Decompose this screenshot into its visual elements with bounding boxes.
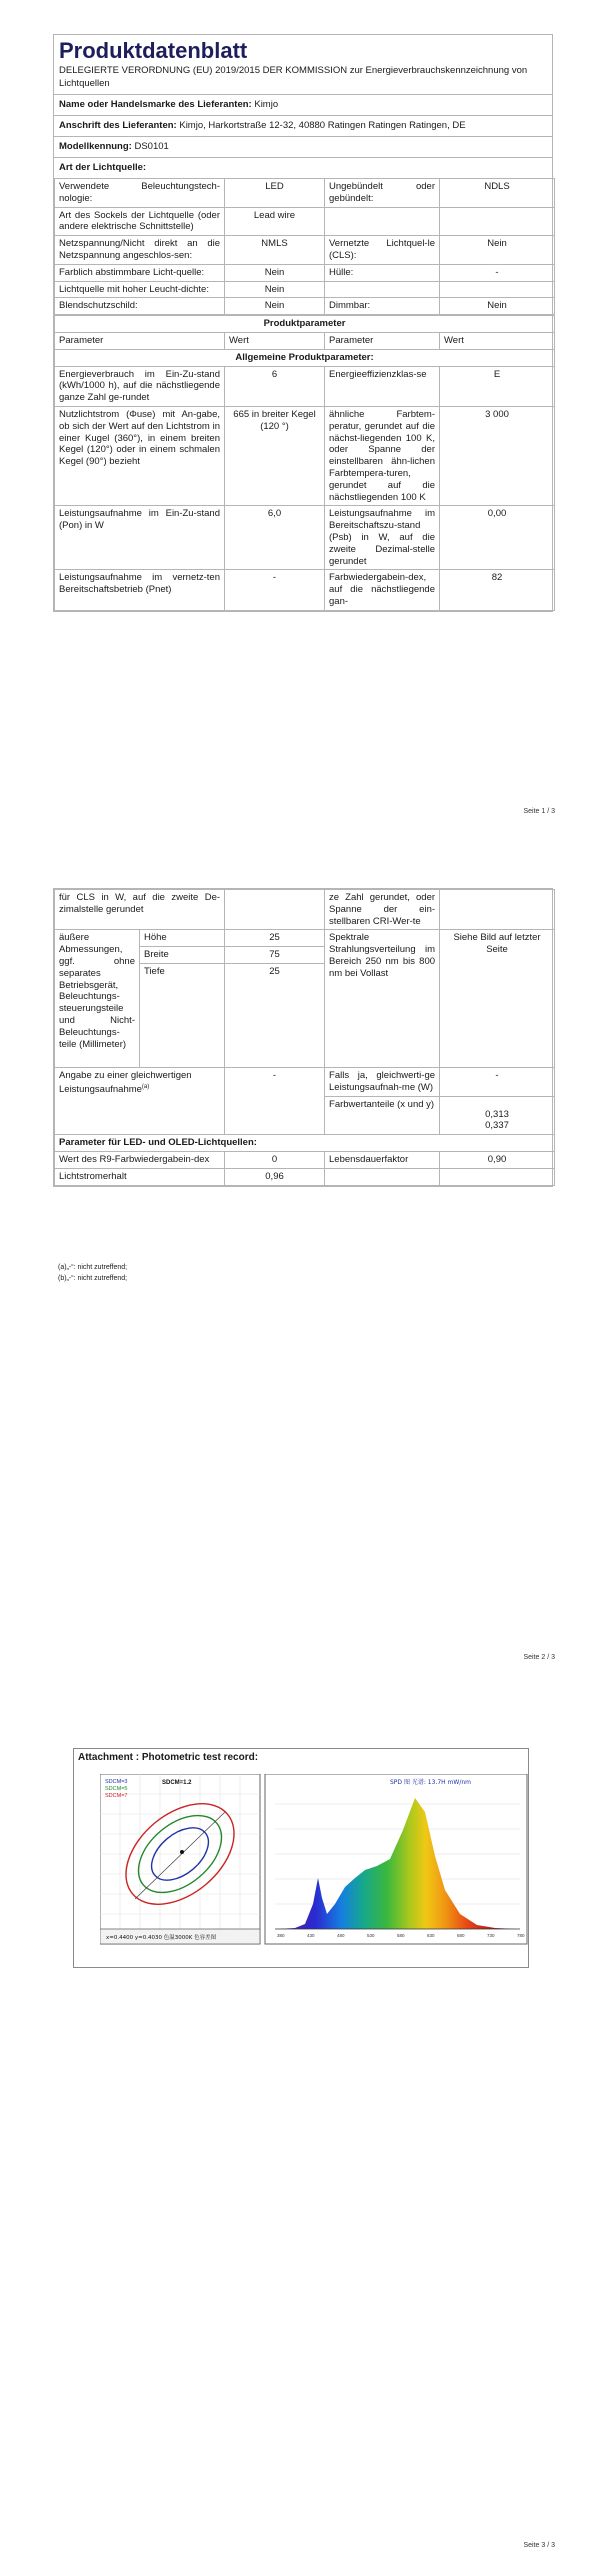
lightsource-label-1: Netzspannung/Nicht direkt an die Netzspannung angeschlos-sen: [55,236,225,265]
spd-x-tick: 780 [517,1933,525,1938]
legend-sdcm3: SDCM=3 [105,1779,128,1785]
lightsource-value-1: NMLS [225,236,325,265]
model-row [54,136,552,157]
spd-x-tick: 430 [307,1933,315,1938]
datasheet-frame-1 [53,34,553,612]
parameter-table-continued [54,889,555,1186]
col-header-param-1: Parameter [55,332,225,349]
lightsource-value-2: Nein [440,236,555,265]
attachment-title: Attachment : Photometric test record: [78,1752,259,1763]
parameter-table [54,315,555,611]
lightsource-value-1: LED [225,179,325,208]
lightsource-type-row [54,157,552,178]
params-section-title: Produktparameter [55,316,555,333]
model-label: Modellkennung: [59,141,132,152]
lightsource-label-1: Art des Sockels der Lichtquelle (oder andere elektrische Schnittstelle) [55,207,225,236]
spd-x-tick: 480 [337,1933,345,1938]
standby-net-label-part1: Leistungsaufnahme im vernetz-ten Bereitschaftsbetrieb (Pnet) [55,570,225,610]
dim-depth-value: 25 [225,963,325,1067]
led-params-title: Parameter für LED- und OLED-Lichtquellen: [55,1135,555,1152]
supplier-name-label: Name oder Handelsmarke des Lieferanten: [59,99,252,110]
footnote-a: (a)„-“: nicht zutreffend; [58,1264,128,1271]
lightsource-row [55,236,555,265]
lightsource-label-2 [325,207,440,236]
equiv-power-label-cell: Angabe zu einer gleichwertigen Leistungsaufnahme$^{(a)}$ [55,1067,225,1134]
general-value-1: 665 in breiter Kegel (120 °) [225,406,325,505]
page-title: Produktdatenblatt [59,38,248,63]
chromaticity-x: 0,313 [485,1108,509,1120]
legend-sdcm7: SDCM=7 [105,1793,128,1799]
general-value-1: 6,0 [225,506,325,570]
sdcm-ellipse-chart [100,1774,260,1944]
dim-height-value: 25 [225,930,325,947]
supplier-address-row [54,115,552,136]
spd-x-tick: 630 [427,1933,435,1938]
legend-sdcm5: SDCM=5 [105,1786,128,1792]
equiv-power-label: Angabe zu einer gleichwertigen Leistungsaufnahme [59,1069,192,1095]
lightsource-table [54,178,555,315]
general-label-1: Nutzlichtstrom (Φuse) mit An-gabe, ob sich der Wert auf den Lichtstrom in einer Kugel (360°), in einem breiten Kegel (120°) oder in einem schmalen Kegel (90°) bezieht [55,406,225,505]
lightsource-value-2: NDLS [440,179,555,208]
general-value-2: 3 000 [440,406,555,505]
page-number-2: Seite 2 / 3 [523,1654,555,1661]
cri-value: 82 [440,570,555,610]
col-header-value-1: Wert [225,332,325,349]
lightsource-value-2 [440,281,555,298]
lightsource-label-2: Ungebündelt oder gebündelt: [325,179,440,208]
general-value-2: E [440,366,555,406]
spd-x-tick: 580 [397,1933,405,1938]
lightsource-label-1: Lichtquelle mit hoher Leucht-dichte: [55,281,225,298]
lumen-maintenance-value: 0,96 [225,1168,325,1185]
chromaticity-y: 0,337 [485,1120,509,1132]
lightsource-type-label: Art der Lichtquelle: [59,162,147,173]
dimensions-label: äußere Abmessungen, ggf. ohne separates Betriebsgerät, Beleuchtungs-steuerungsteile und Nicht-Beleuchtungs-teile (Millimeter) [55,930,140,1068]
dim-height-label: Höhe [140,930,225,947]
lumen-maintenance-label: Lichtstromerhalt [55,1168,225,1185]
page-number-3: Seite 3 / 3 [523,2542,555,2549]
cri-label-part1: Farbwiedergabein-dex, auf die nächstliegende gan- [325,570,440,610]
cri-value-cont [440,890,555,930]
general-value-1: 6 [225,366,325,406]
supplier-address-value: Kimjo, Harkortstraße 12-32, 40880 Ratingen Ratingen Ratingen, DE [179,120,466,131]
page-2 [0,876,603,1690]
spectrum-label: Spektrale Strahlungsverteilung im Bereich 250 nm bis 800 nm bei Vollast [325,930,440,1068]
lightsource-value-1: Lead wire [225,207,325,236]
photometric-record [100,1774,530,1954]
ellipse-caption: x=0.4400 y=0.4030 色温3000K 色容差图 [106,1935,217,1941]
r9-label: Wert des R9-Farbwiedergabein-dex [55,1151,225,1168]
lightsource-value-2 [440,207,555,236]
empty-cell-a [325,1168,440,1185]
lightsource-row [55,264,555,281]
general-label-2: Leistungsaufnahme im Bereitschaftszu-stand (Psb) in W, auf die zweite Dezimal-stelle gerundet [325,506,440,570]
lightsource-row [55,207,555,236]
spectrum-value: Siehe Bild auf letzter Seite [440,930,555,1068]
page-1 [0,0,603,824]
lightsource-label-2: Dimmbar: [325,298,440,315]
ellipse-chart-title: SDCM=1.2 [162,1780,192,1786]
equiv-power-w-value: - [440,1067,555,1096]
general-row [55,406,555,505]
equiv-power-value: - [225,1067,325,1134]
spd-x-tick: 530 [367,1933,375,1938]
lightsource-value-1: Nein [225,298,325,315]
footnote-b: (b)„-“: nicht zutreffend; [58,1275,128,1282]
lightsource-row [55,298,555,315]
chromaticity-label: Farbwertanteile (x und y) [325,1096,440,1135]
lightsource-label-2: Hülle: [325,264,440,281]
chromaticity-value [440,1096,555,1135]
lightsource-value-1: Nein [225,281,325,298]
supplier-name-row [54,94,552,115]
general-row [55,366,555,406]
measured-point [180,1850,184,1854]
datasheet-frame-2 [53,888,553,1187]
dim-width-value: 75 [225,947,325,964]
cri-label-part2: ze Zahl gerundet, oder Spanne der ein-stellbaren CRI-Wer-te [325,890,440,930]
spd-x-ticks [277,1933,525,1938]
general-row [55,506,555,570]
general-label-1: Energieverbrauch im Ein-Zu-stand (kWh/1000 h), auf die nächstliegende ganze Zahl ge-rundet [55,366,225,406]
empty-cell-b [440,1168,555,1185]
general-label-2: ähnliche Farbtem-peratur, gerundet auf die nächst-liegenden 100 K, oder Spanne der einstellbaren ähn-lichen Farbtempera-turen, gerundet auf die nächstliegenden 100 K [325,406,440,505]
standby-net-value: - [225,570,325,610]
standby-net-label-part2: für CLS in W, auf die zweite De-zimalstelle gerundet [55,890,225,930]
spd-chart [265,1774,527,1944]
r9-value: 0 [225,1151,325,1168]
lightsource-label-2: Vernetzte Lichtquel-le (CLS): [325,236,440,265]
supplier-address-label: Anschrift des Lieferanten: [59,120,177,131]
lightsource-value-2: Nein [440,298,555,315]
spd-x-tick: 680 [457,1933,465,1938]
lightsource-label-1: Verwendete Beleuchtungstech-nologie: [55,179,225,208]
lightsource-row [55,179,555,208]
model-value: DS0101 [134,141,169,152]
lightsource-value-1: Nein [225,264,325,281]
col-header-param-2: Parameter [325,332,440,349]
general-params-title: Allgemeine Produktparameter: [55,349,555,366]
equiv-power-w-label: Falls ja, gleichwerti-ge Leistungsaufnah-me (W) [325,1067,440,1096]
spd-x-tick: 730 [487,1933,495,1938]
spd-title: SPD 图 光谱: 13.7H mW/nm [390,1779,472,1786]
col-header-value-2: Wert [440,332,555,349]
lightsource-value-2: - [440,264,555,281]
lightsource-label-2 [325,281,440,298]
lightsource-row [55,281,555,298]
standby-net-value-cont [225,890,325,930]
page-number-1: Seite 1 / 3 [523,808,555,815]
regulation-text: DELEGIERTE VERORDNUNG (EU) 2019/2015 DER KOMMISSION zur Energieverbrauchskennzeichnung von Lichtquellen [59,65,528,89]
general-value-2: 0,00 [440,506,555,570]
lifetime-factor-label: Lebensdauerfaktor [325,1151,440,1168]
general-label-2: Energieeffizienzklas-se [325,366,440,406]
spd-x-tick: 380 [277,1933,285,1938]
lifetime-factor-value: 0,90 [440,1151,555,1168]
lightsource-label-1: Blendschutzschild: [55,298,225,315]
general-label-1: Leistungsaufnahme im Ein-Zu-stand (Pon) in W [55,506,225,570]
dim-width-label: Breite [140,947,225,964]
page-3 [0,1704,603,2560]
footnotes [58,1262,127,1284]
lightsource-label-1: Farblich abstimmbare Licht-quelle: [55,264,225,281]
supplier-name-value: Kimjo [254,99,279,110]
dim-depth-label: Tiefe [140,963,225,1067]
